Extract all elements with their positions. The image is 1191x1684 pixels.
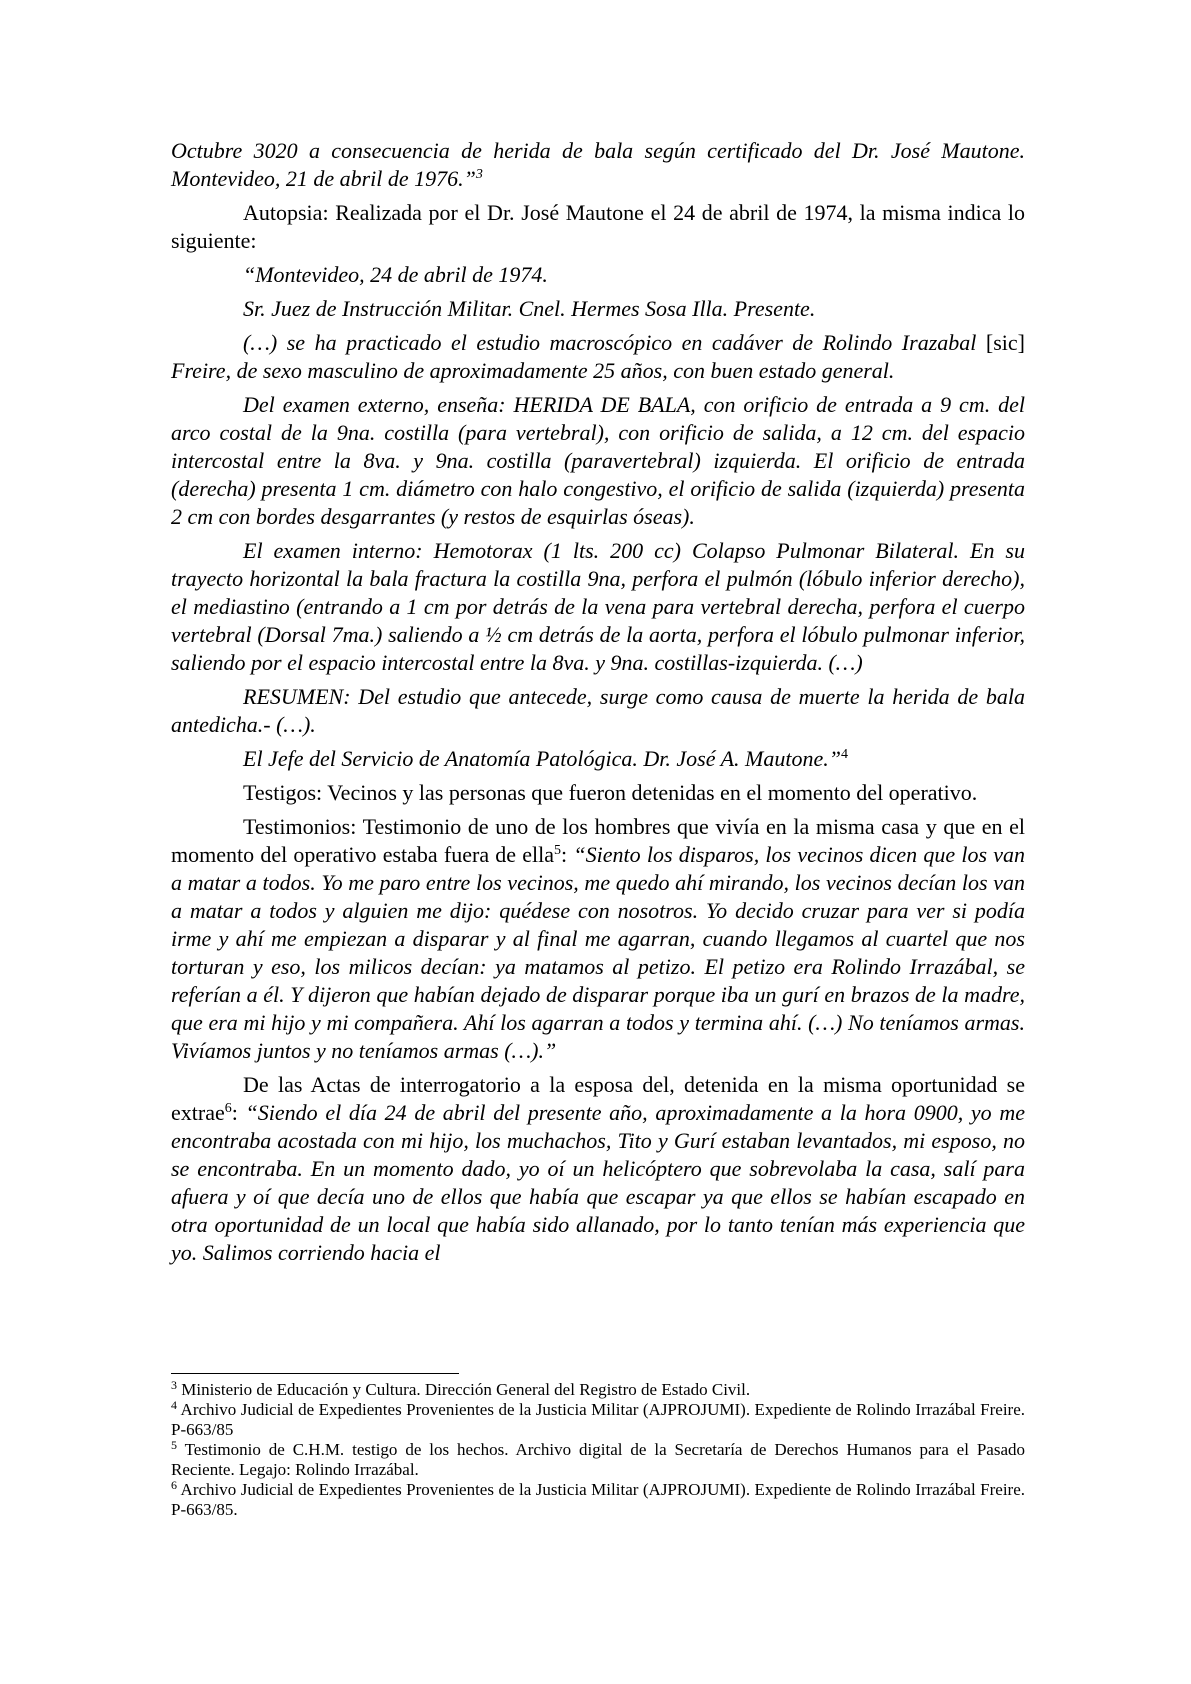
paragraph-text: (…) se ha practicado el estudio macroscópico en cadáver de Rolindo Irazabal — [243, 330, 986, 355]
paragraph-text: De las Actas de interrogatorio a la esposa del, detenida en la misma oportunidad se extrae — [171, 1072, 1025, 1125]
footnotes — [171, 1380, 1025, 1520]
testimony-quote: “Siento los disparos, los vecinos dicen que los van a matar a todos. Yo me paro entre los vecinos, me quedo ahí mirando, los vecinos decían los van a matar a todos y alguien me dijo: quédese con nosotros. Yo decido cruzar para ver si podía irme y ahí me empiezan a disparar y al final me agarran, cuando llegamos al cuartel que nos torturan y eso, los milicos decían: ya matamos al petizo. El petizo era Rolindo Irrazábal, se referían a él. Y dijeron que habían dejado de disparar porque iba un gurí en brazos de la madre, que era mi hijo y mi compañera. Ahí los agarran a todos y termina ahí. (…) No teníamos armas. Vivíamos juntos y no teníamos armas (…).” — [171, 842, 1025, 1063]
footnote-number: 6 — [171, 1478, 177, 1492]
paragraph-examen-interno: El examen interno: Hemotorax (1 lts. 200 cc) Colapso Pulmonar Bilateral. En su trayecto horizontal la bala fractura la costilla 9na, perfora el pulmón (lóbulo inferior derecho), el mediastino (entrando a 1 cm por detrás de la vena para vertebral derecha, perfora el cuerpo vertebral (Dorsal 7ma.) saliendo a ½ cm detrás de la aorta, perfora el lóbulo pulmonar inferior, saliendo por el espacio intercostal entre la 8va. y 9na. costillas-izquierda. (…) — [171, 538, 1025, 675]
footnote-text: Ministerio de Educación y Cultura. Dirección General del Registro de Estado Civil. — [177, 1380, 751, 1399]
footnote-ref-5[interactable]: 5 — [554, 843, 562, 858]
footnote-text: Archivo Judicial de Expedientes Provenientes de la Justicia Militar (AJPROJUMI). Expediente de Rolindo Irrazábal Freire. P-663/85 — [171, 1400, 1025, 1439]
paragraph-resumen: RESUMEN: Del estudio que antecede, surge como causa de muerte la herida de bala antedicha.- (…). — [171, 684, 1025, 737]
footnote-number: 5 — [171, 1438, 177, 1452]
sic-note: [sic] — [985, 330, 1025, 355]
paragraph-actas — [171, 1071, 1025, 1267]
footnote-text: Archivo Judicial de Expedientes Provenientes de la Justicia Militar (AJPROJUMI). Expediente de Rolindo Irrazábal Freire. P-663/85. — [171, 1480, 1025, 1519]
paragraph-examen-externo: Del examen externo, enseña: HERIDA DE BALA, con orificio de entrada a 9 cm. del arco costal de la 9na. costilla (para vertebral), con orificio de salida, a 12 cm. del espacio intercostal entre la 8va. y 9na. costilla (paravertebral) izquierda. El orificio de entrada (derecha) presenta 1 cm. diámetro con halo congestivo, el orificio de salida (izquierda) presenta 2 cm con bordes desgarrantes (y restos de esquirlas óseas). — [171, 392, 1025, 529]
footnote-number: 4 — [171, 1398, 177, 1412]
paragraph-text: Freire, de sexo masculino de aproximadamente 25 años, con buen estado general. — [171, 358, 895, 383]
footnote-3 — [171, 1380, 1025, 1400]
paragraph-text: : — [231, 1100, 246, 1125]
paragraph-autopsia: Autopsia: Realizada por el Dr. José Mautone el 24 de abril de 1974, la misma indica lo siguiente: — [171, 200, 1025, 253]
paragraph-testimonios — [171, 813, 1025, 1065]
footnote-number: 3 — [171, 1378, 177, 1392]
paragraph-testigos: Testigos: Vecinos y las personas que fueron detenidas en el momento del operativo. — [243, 780, 978, 805]
interrogation-quote: “Siendo el día 24 de abril del presente año, aproximadamente a la hora 0900, yo me encontraba acostada con mi hijo, los muchachos, Tito y Gurí estaban levantados, mi esposo, no se encontraba. En un momento dado, yo oí un helicóptero que sobrevolaba la casa, salí para afuera y oí que decía uno de ellos que había que escapar ya que ellos se habían escapado en otra oportunidad de un local que había sido allanado, por lo tanto tenían más experiencia que yo. Salimos corriendo hacia el — [171, 1100, 1025, 1265]
letter-addressee: Sr. Juez de Instrucción Militar. Cnel. Hermes Sosa Illa. Presente. — [243, 296, 816, 321]
paragraph-text: Octubre 3020 a consecuencia de herida de bala según certificado del Dr. José Mautone. Montevideo, 21 de abril de 1976.” — [171, 138, 1025, 191]
footnote-text: Testimonio de C.H.M. testigo de los hechos. Archivo digital de la Secretaría de Derechos Humanos para el Pasado Reciente. Legajo: Rolindo Irrazábal. — [171, 1440, 1025, 1479]
letter-date: “Montevideo, 24 de abril de 1974. — [243, 262, 548, 287]
paragraph-text: : — [561, 842, 574, 867]
paragraph-estudio — [171, 329, 1025, 385]
footnote-separator — [171, 1373, 459, 1374]
footnote-5 — [171, 1440, 1025, 1480]
footnote-ref-4[interactable]: 4 — [840, 747, 848, 762]
paragraph-text: Testimonios: Testimonio de uno de los hombres que vivía en la misma casa y que en el momento del operativo estaba fuera de ella — [171, 814, 1025, 867]
footnote-ref-6[interactable]: 6 — [224, 1101, 232, 1116]
paragraph-signature — [171, 745, 1025, 773]
footnote-6 — [171, 1480, 1025, 1520]
page-body — [171, 137, 1025, 1267]
paragraph-text: El Jefe del Servicio de Anatomía Patológica. Dr. José A. Mautone.” — [243, 746, 841, 771]
footnote-4 — [171, 1400, 1025, 1440]
paragraph-certificate-end — [171, 137, 1025, 193]
footnote-ref-3[interactable]: 3 — [475, 167, 483, 182]
